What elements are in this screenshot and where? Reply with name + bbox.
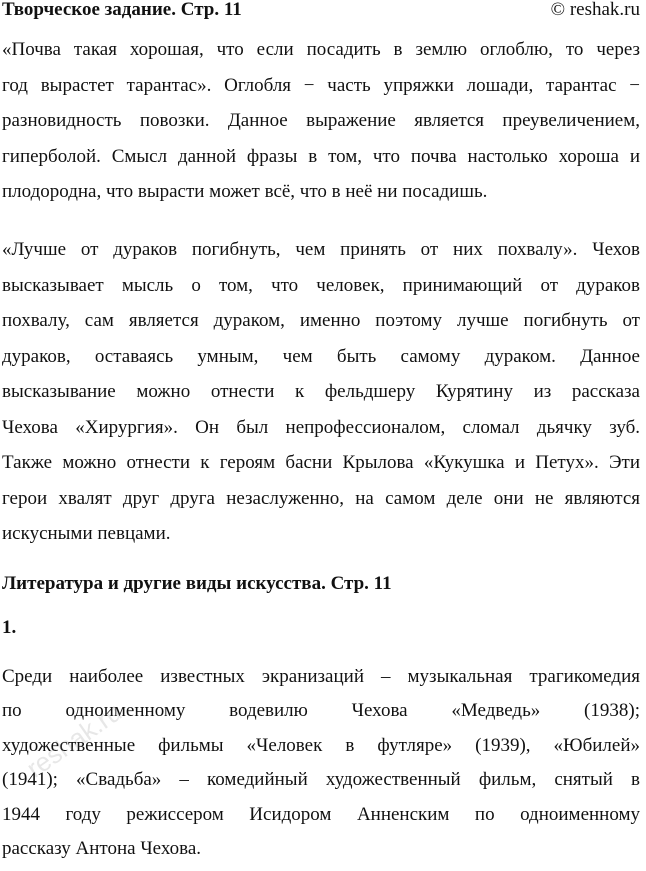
text-line: высказывание можно отнести к фельдшеру Курятину из рассказа bbox=[2, 381, 640, 402]
text-line: «Почва такая хорошая, что если посадить в землю оглоблю, то через bbox=[2, 39, 640, 60]
text-line: гиперболой. Смысл данной фразы в том, что почва настолько хороша и bbox=[2, 145, 640, 167]
item-number: 1. bbox=[2, 617, 17, 638]
text-line: 1944 году режиссером Исидором Анненским по одноименному bbox=[2, 803, 640, 825]
section-heading: Литература и другие виды искусства. Стр. 11 bbox=[2, 573, 392, 594]
text-line: высказывает мысль о том, что человек, принимающий от дураков bbox=[2, 274, 640, 296]
text-line: Также можно отнести к героям басни Крылова «Кукушка и Петух». Эти bbox=[2, 452, 640, 473]
text-line: художественные фильмы «Человек в футляре» (1939), «Юбилей» bbox=[2, 734, 640, 756]
paragraph-3 bbox=[2, 660, 640, 866]
text-line: «Лучше от дураков погибнуть, чем принять от них похвалу». Чехов bbox=[2, 239, 640, 260]
text-line: искусными певцами. bbox=[2, 523, 171, 544]
copyright: © reshak.ru bbox=[550, 0, 640, 20]
text-line: похвалу, сам является дураком, именно поэтому лучше погибнуть от bbox=[2, 310, 640, 331]
text-line: Среди наиболее известных экранизаций – музыкальная трагикомедия bbox=[2, 666, 640, 687]
paragraph-1 bbox=[2, 32, 640, 210]
text-line: (1941); «Свадьба» – комедийный художественный фильм, снятый в bbox=[2, 769, 640, 791]
paragraph-2 bbox=[2, 232, 640, 552]
text-line: рассказу Антона Чехова. bbox=[2, 837, 202, 859]
text-line: дураков, оставаясь умным, чем быть самому дураком. Данное bbox=[2, 345, 640, 367]
text-line: плодородна, что вырасти может всё, что в неё ни посадишь. bbox=[2, 181, 488, 202]
text-line: герои хвалят друг друга незаслуженно, на самом деле они не являются bbox=[2, 487, 640, 509]
text-line: Чехова «Хирургия». Он был непрофессионалом, сломал дьячку зуб. bbox=[2, 416, 640, 438]
watermark: reshak.ru bbox=[20, 696, 127, 784]
text-line: по одноименному водевилю Чехова «Медведь» (1938); bbox=[2, 700, 640, 722]
text-line: разновидность повозки. Данное выражение является преувеличением, bbox=[2, 110, 640, 131]
text-line: год вырастет тарантас». Оглобля − часть упряжки лошади, тарантас − bbox=[2, 74, 640, 96]
page-title: Творческое задание. Стр. 11 bbox=[2, 0, 242, 20]
